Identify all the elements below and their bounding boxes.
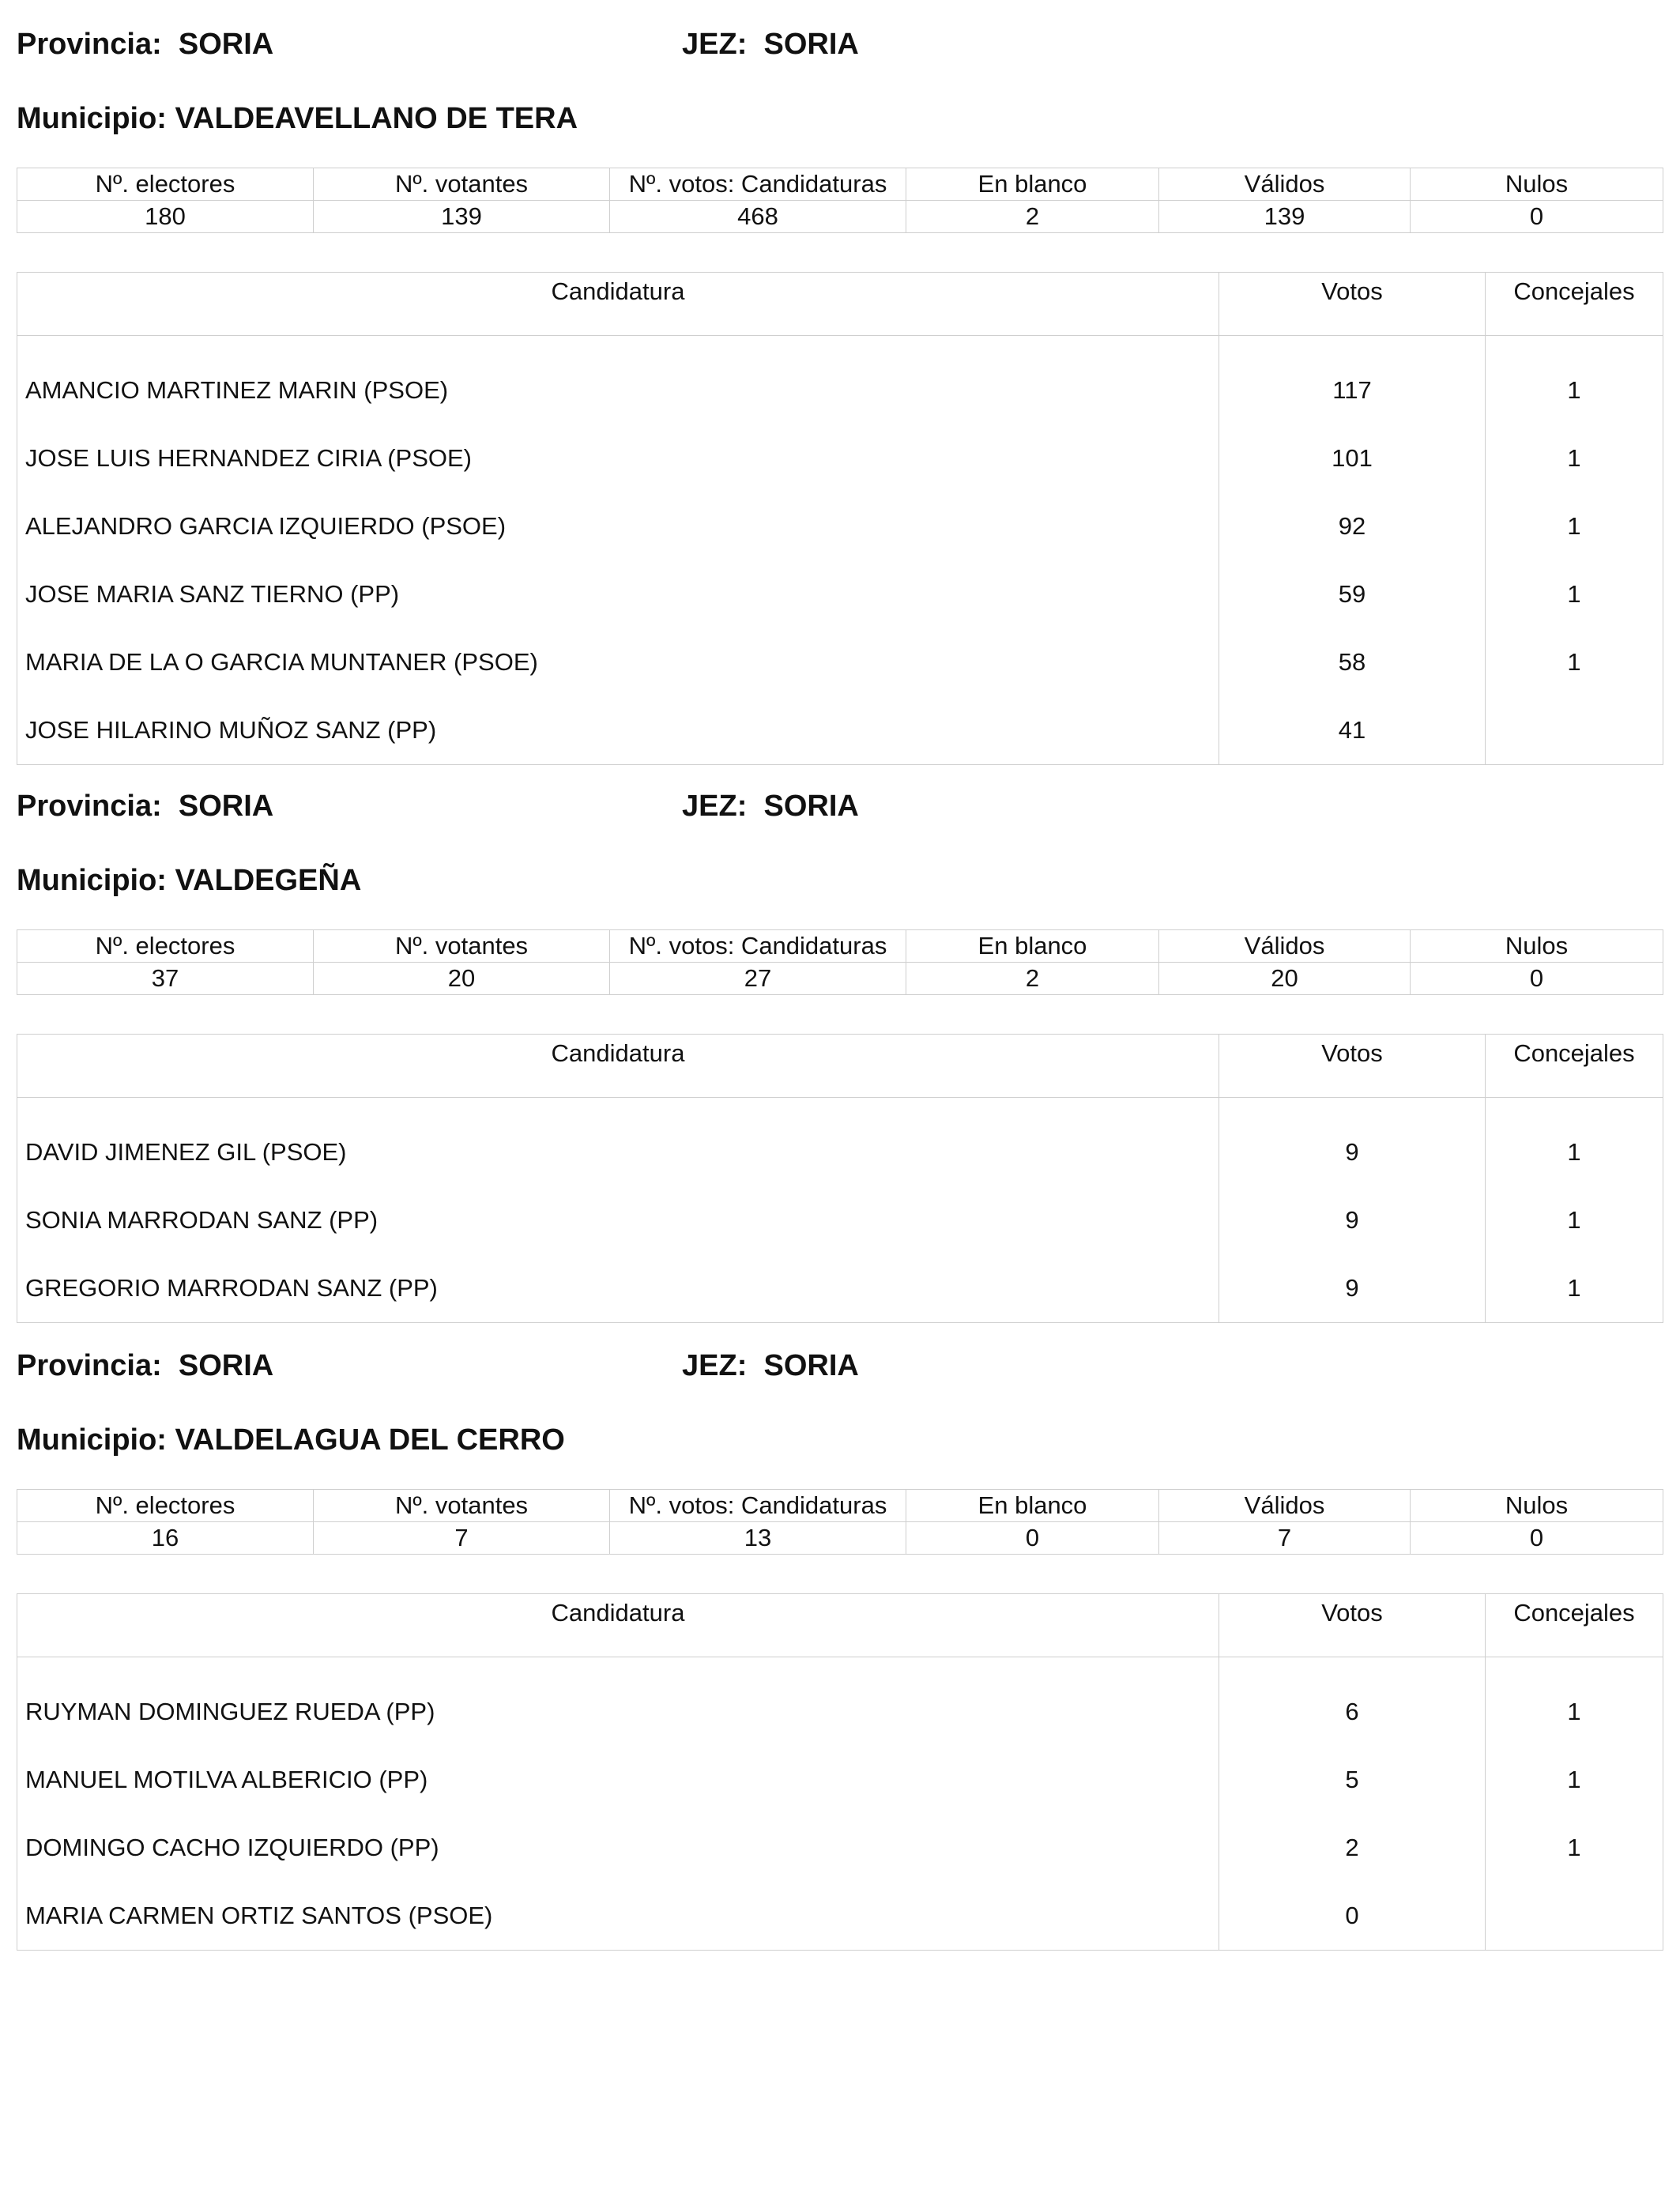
summary-header-row (17, 930, 1663, 963)
header-votantes: Nº. votantes (314, 930, 610, 963)
candidate-concejales: 1 (1486, 1254, 1663, 1323)
header-electores: Nº. electores (17, 168, 314, 201)
provincia-line (17, 1348, 273, 1383)
provincia-value: SORIA (178, 1349, 274, 1382)
candidates-table (17, 1593, 1663, 1951)
municipio-value: VALDELAGUA DEL CERRO (175, 1423, 565, 1457)
candidate-name: JOSE MARIA SANZ TIERNO (PP) (17, 560, 1219, 628)
header-votos-candidaturas: Nº. votos: Candidaturas (610, 1490, 906, 1522)
candidate-row (17, 1254, 1663, 1323)
candidate-votos: 9 (1219, 1254, 1486, 1323)
candidate-votos: 117 (1219, 336, 1486, 424)
candidate-name: ALEJANDRO GARCIA IZQUIERDO (PSOE) (17, 492, 1219, 560)
candidate-concejales (1486, 1882, 1663, 1951)
jez-line (682, 27, 859, 62)
candidate-votos: 101 (1219, 424, 1486, 492)
value-votos-candidaturas: 468 (610, 201, 906, 233)
candidate-concejales: 1 (1486, 424, 1663, 492)
value-votos-candidaturas: 27 (610, 963, 906, 995)
candidate-row (17, 1657, 1663, 1746)
header-en-blanco: En blanco (906, 168, 1159, 201)
candidate-row (17, 1186, 1663, 1254)
header-votos-candidaturas: Nº. votos: Candidaturas (610, 168, 906, 201)
header-nulos: Nulos (1411, 168, 1663, 201)
municipio-label: Municipio: (17, 864, 167, 897)
header-validos: Válidos (1159, 930, 1411, 963)
value-electores: 16 (17, 1522, 314, 1555)
municipio-label: Municipio: (17, 102, 167, 135)
candidate-row (17, 696, 1663, 765)
candidate-concejales: 1 (1486, 560, 1663, 628)
header-concejales: Concejales (1486, 1035, 1663, 1098)
candidate-concejales: 1 (1486, 336, 1663, 424)
candidate-name: DAVID JIMENEZ GIL (PSOE) (17, 1098, 1219, 1186)
jez-label: JEZ: (682, 1349, 748, 1382)
candidate-row (17, 1814, 1663, 1882)
candidate-name: DOMINGO CACHO IZQUIERDO (PP) (17, 1814, 1219, 1882)
value-nulos: 0 (1411, 963, 1663, 995)
header-concejales: Concejales (1486, 1594, 1663, 1657)
header-electores: Nº. electores (17, 1490, 314, 1522)
summary-header-row (17, 1490, 1663, 1522)
candidate-row (17, 628, 1663, 696)
candidate-row (17, 1882, 1663, 1951)
municipio-title (17, 1423, 565, 1457)
municipio-label: Municipio: (17, 1423, 167, 1457)
candidates-header-row (17, 273, 1663, 336)
jez-value: SORIA (763, 1349, 859, 1382)
value-en-blanco: 2 (906, 201, 1159, 233)
header-electores: Nº. electores (17, 930, 314, 963)
candidate-name: GREGORIO MARRODAN SANZ (PP) (17, 1254, 1219, 1323)
candidate-votos: 41 (1219, 696, 1486, 765)
candidates-header-row (17, 1035, 1663, 1098)
candidate-row (17, 1746, 1663, 1814)
jez-value: SORIA (763, 790, 859, 823)
value-validos: 7 (1159, 1522, 1411, 1555)
header-nulos: Nulos (1411, 930, 1663, 963)
candidate-votos: 9 (1219, 1098, 1486, 1186)
candidate-votos: 5 (1219, 1746, 1486, 1814)
municipio-value: VALDEGEÑA (175, 864, 362, 897)
candidate-concejales (1486, 696, 1663, 765)
provincia-label: Provincia: (17, 28, 162, 61)
candidate-name: MARIA DE LA O GARCIA MUNTANER (PSOE) (17, 628, 1219, 696)
candidate-row (17, 560, 1663, 628)
municipio-value: VALDEAVELLANO DE TERA (175, 102, 578, 135)
jez-line (682, 789, 859, 824)
summary-value-row (17, 201, 1663, 233)
header-votos: Votos (1219, 273, 1486, 336)
candidate-name: JOSE LUIS HERNANDEZ CIRIA (PSOE) (17, 424, 1219, 492)
summary-table (17, 1489, 1663, 1555)
header-candidatura: Candidatura (17, 1035, 1219, 1098)
candidate-votos: 9 (1219, 1186, 1486, 1254)
candidate-row (17, 1098, 1663, 1186)
value-validos: 139 (1159, 201, 1411, 233)
candidate-concejales: 1 (1486, 1657, 1663, 1746)
candidates-table (17, 272, 1663, 765)
provincia-value: SORIA (178, 790, 274, 823)
value-nulos: 0 (1411, 201, 1663, 233)
value-electores: 180 (17, 201, 314, 233)
jez-label: JEZ: (682, 790, 748, 823)
provincia-value: SORIA (178, 28, 274, 61)
candidate-votos: 2 (1219, 1814, 1486, 1882)
value-validos: 20 (1159, 963, 1411, 995)
candidate-votos: 92 (1219, 492, 1486, 560)
header-nulos: Nulos (1411, 1490, 1663, 1522)
header-candidatura: Candidatura (17, 273, 1219, 336)
value-en-blanco: 0 (906, 1522, 1159, 1555)
header-candidatura: Candidatura (17, 1594, 1219, 1657)
summary-value-row (17, 1522, 1663, 1555)
candidate-name: MARIA CARMEN ORTIZ SANTOS (PSOE) (17, 1882, 1219, 1951)
candidate-concejales: 1 (1486, 1098, 1663, 1186)
header-en-blanco: En blanco (906, 1490, 1159, 1522)
value-electores: 37 (17, 963, 314, 995)
candidate-concejales: 1 (1486, 628, 1663, 696)
header-en-blanco: En blanco (906, 930, 1159, 963)
candidate-concejales: 1 (1486, 492, 1663, 560)
summary-table (17, 168, 1663, 233)
jez-label: JEZ: (682, 28, 748, 61)
header-votos-candidaturas: Nº. votos: Candidaturas (610, 930, 906, 963)
candidate-row (17, 492, 1663, 560)
candidate-name: RUYMAN DOMINGUEZ RUEDA (PP) (17, 1657, 1219, 1746)
candidate-votos: 59 (1219, 560, 1486, 628)
header-votos: Votos (1219, 1035, 1486, 1098)
header-votantes: Nº. votantes (314, 1490, 610, 1522)
candidate-row (17, 336, 1663, 424)
municipio-title (17, 863, 361, 898)
candidates-header-row (17, 1594, 1663, 1657)
candidate-name: JOSE HILARINO MUÑOZ SANZ (PP) (17, 696, 1219, 765)
header-votos: Votos (1219, 1594, 1486, 1657)
header-validos: Válidos (1159, 168, 1411, 201)
candidate-votos: 0 (1219, 1882, 1486, 1951)
provincia-line (17, 27, 273, 62)
candidate-concejales: 1 (1486, 1746, 1663, 1814)
candidate-row (17, 424, 1663, 492)
value-en-blanco: 2 (906, 963, 1159, 995)
candidate-name: MANUEL MOTILVA ALBERICIO (PP) (17, 1746, 1219, 1814)
jez-value: SORIA (763, 28, 859, 61)
jez-line (682, 1348, 859, 1383)
value-votantes: 7 (314, 1522, 610, 1555)
header-validos: Válidos (1159, 1490, 1411, 1522)
provincia-label: Provincia: (17, 790, 162, 823)
candidate-votos: 58 (1219, 628, 1486, 696)
provincia-line (17, 789, 273, 824)
candidates-table (17, 1034, 1663, 1323)
municipio-title (17, 101, 578, 136)
summary-table (17, 929, 1663, 995)
summary-value-row (17, 963, 1663, 995)
candidate-name: SONIA MARRODAN SANZ (PP) (17, 1186, 1219, 1254)
header-votantes: Nº. votantes (314, 168, 610, 201)
header-concejales: Concejales (1486, 273, 1663, 336)
candidate-concejales: 1 (1486, 1814, 1663, 1882)
value-nulos: 0 (1411, 1522, 1663, 1555)
candidate-votos: 6 (1219, 1657, 1486, 1746)
candidate-name: AMANCIO MARTINEZ MARIN (PSOE) (17, 336, 1219, 424)
summary-header-row (17, 168, 1663, 201)
value-votantes: 20 (314, 963, 610, 995)
value-votantes: 139 (314, 201, 610, 233)
value-votos-candidaturas: 13 (610, 1522, 906, 1555)
candidate-concejales: 1 (1486, 1186, 1663, 1254)
provincia-label: Provincia: (17, 1349, 162, 1382)
